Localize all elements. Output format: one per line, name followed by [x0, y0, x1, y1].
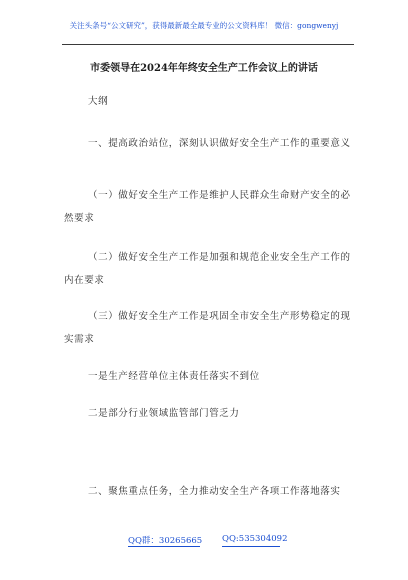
header-promo-text: 关注头条号“公文研究”，获得最新最全最专业的公文资料库！ 微信：gongwenyj — [69, 21, 339, 30]
paragraph: 一、提高政治站位，深刻认识做好安全生产工作的重要意义 — [88, 138, 351, 149]
paragraph: 二、聚焦重点任务，全力推动安全生产各项工作落地落实 — [88, 486, 341, 497]
footer-qq-contact-underline — [222, 546, 280, 547]
document-title: 市委领导在2024年年终安全生产工作会议上的讲话 — [90, 63, 318, 74]
paragraph: （二）做好安全生产工作是加强和规范企业安全生产工作的内在要求 — [64, 252, 351, 286]
paragraph: 一是生产经营单位主体责任落实不到位 — [88, 371, 260, 382]
paragraph: （一）做好安全生产工作是维护人民群众生命财产安全的必然要求 — [64, 190, 351, 224]
paragraph: （三）做好安全生产工作是巩固全市安全生产形势稳定的现实需求 — [64, 311, 351, 345]
header-divider — [62, 44, 354, 45]
footer-qq-group[interactable]: QQ群：30265665 — [128, 536, 203, 546]
footer-qq-group-underline — [128, 546, 200, 547]
footer-qq-contact[interactable]: QQ:535304092 — [222, 534, 288, 544]
paragraph: 二是部分行业领域监管部门管乏力 — [88, 408, 240, 419]
outline-label: 大纲 — [88, 96, 109, 107]
